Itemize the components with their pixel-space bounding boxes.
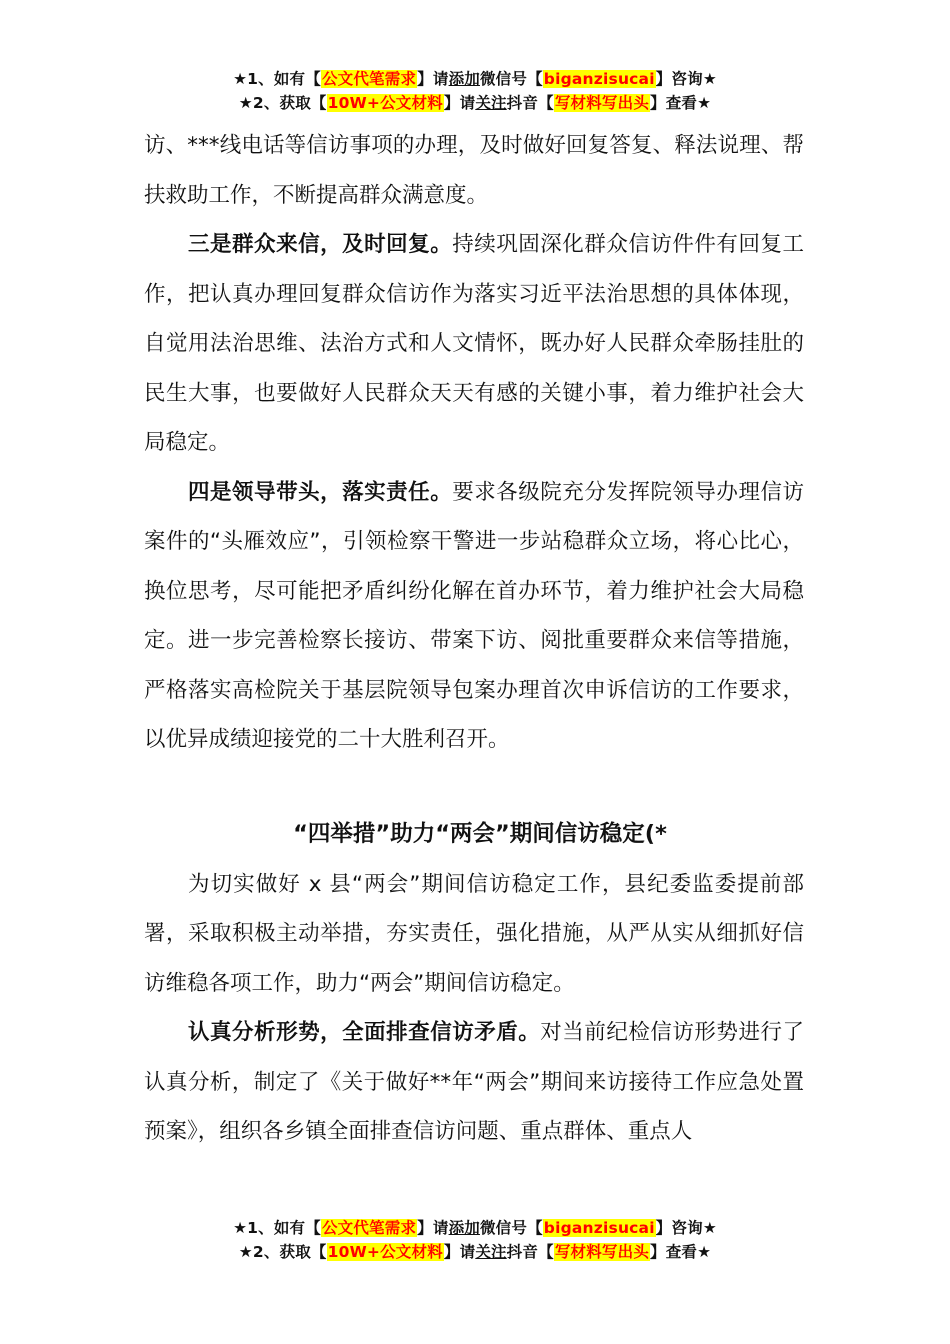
- paragraph-4: 为切实做好 x 县“两会”期间信访稳定工作，县纪委监委提前部署，采取积极主动举措，夯实责任，强化措施，从严从实从细抓好信访维稳各项工作，助力“两会”期间信访稳定。: [144, 871, 804, 996]
- paragraph-lead: 四是领导带头，落实责任。: [188, 479, 453, 505]
- banner-text: ★1、如有【: [233, 70, 321, 88]
- banner-highlight: biganzisucai: [543, 70, 655, 88]
- document-body: [144, 121, 804, 1157]
- banner-text: 微信号【: [479, 70, 543, 88]
- banner-highlight: 公文代笔需求: [321, 70, 417, 88]
- banner-highlight: 10W+公文材料: [327, 94, 443, 112]
- banner-line-2: [0, 1240, 950, 1264]
- paragraph-lead: 认真分析形势，全面排查信访矛盾。: [188, 1020, 541, 1045]
- paragraph-text: 对当前纪检信访形势进行了认真分析，制定了《关于做好**年“两会”期间来访接待工作应急处置预案》，组织各乡镇全面排查信访问题、重点群体、重点人: [144, 1020, 804, 1144]
- banner-line-1: [0, 1216, 950, 1240]
- banner-text: 】咨询★: [655, 70, 717, 88]
- banner-text: ★2、获取【: [238, 94, 327, 112]
- paragraph-lead: 三是群众来信，及时回复。: [188, 232, 453, 257]
- paragraph-1: 访、***线电话等信访事项的办理，及时做好回复答复、释法说理、帮扶救助工作，不断提高群众满意度。: [144, 133, 804, 208]
- paragraph-text: 持续巩固深化群众信访件件有回复工作，把认真办理回复群众信访作为落实习近平法治思想的具体体现，自觉用法治思维、法治方式和人文情怀，既办好人民群众牵肠挂肚的民生大事，也要做好人民群众天天有感的关键小事，着力维护社会大局稳定。: [144, 232, 804, 455]
- paragraph-5: [144, 1008, 804, 1157]
- header-banner: [0, 67, 950, 115]
- banner-text: ★1、如有【: [233, 1219, 321, 1237]
- banner-highlight: 公文代笔需求: [321, 1219, 417, 1237]
- banner-text: 微信号【: [479, 1219, 543, 1237]
- banner-highlight: 10W+公文材料: [327, 1243, 443, 1261]
- banner-text: 抖音【: [506, 1243, 554, 1261]
- banner-highlight: 写材料写出头: [554, 1243, 650, 1261]
- banner-text: 】请: [417, 70, 449, 88]
- section-spacer: [144, 765, 804, 808]
- banner-text: 】请: [443, 94, 476, 112]
- banner-text: 】咨询★: [655, 1219, 717, 1237]
- banner-highlight: biganzisucai: [543, 1219, 655, 1237]
- banner-underline: 关注: [475, 94, 507, 112]
- banner-line-2: [0, 91, 950, 115]
- banner-text: 】请: [417, 1219, 449, 1237]
- banner-underline: 关注: [475, 1243, 507, 1261]
- banner-text: 】查看★: [650, 94, 712, 112]
- footer-banner: [0, 1216, 950, 1264]
- section-heading: “四举措”助力“两会”期间信访稳定(*: [293, 820, 667, 847]
- banner-text: 抖音【: [506, 94, 554, 112]
- banner-underline: 添加: [448, 1219, 480, 1237]
- banner-text: 】请: [443, 1243, 476, 1261]
- banner-underline: 添加: [448, 70, 480, 88]
- paragraph-2: [144, 220, 804, 468]
- banner-text: 】查看★: [650, 1243, 712, 1261]
- banner-highlight: 写材料写出头: [554, 94, 650, 112]
- banner-text: ★2、获取【: [238, 1243, 327, 1261]
- paragraph-text: 要求各级院充分发挥院领导办理信访案件的“头雁效应”，引领检察干警进一步站稳群众立场，将心比心，换位思考，尽可能把矛盾纠纷化解在首办环节，着力维护社会大局稳定。进一步完善检察长接访、带案下访、阅批重要群众来信等措施，严格落实高检院关于基层院领导包案办理首次申诉信访的工作要求，以优异成绩迎接党的二十大胜利召开。: [144, 479, 804, 752]
- banner-line-1: [0, 67, 950, 91]
- paragraph-3: [144, 468, 804, 765]
